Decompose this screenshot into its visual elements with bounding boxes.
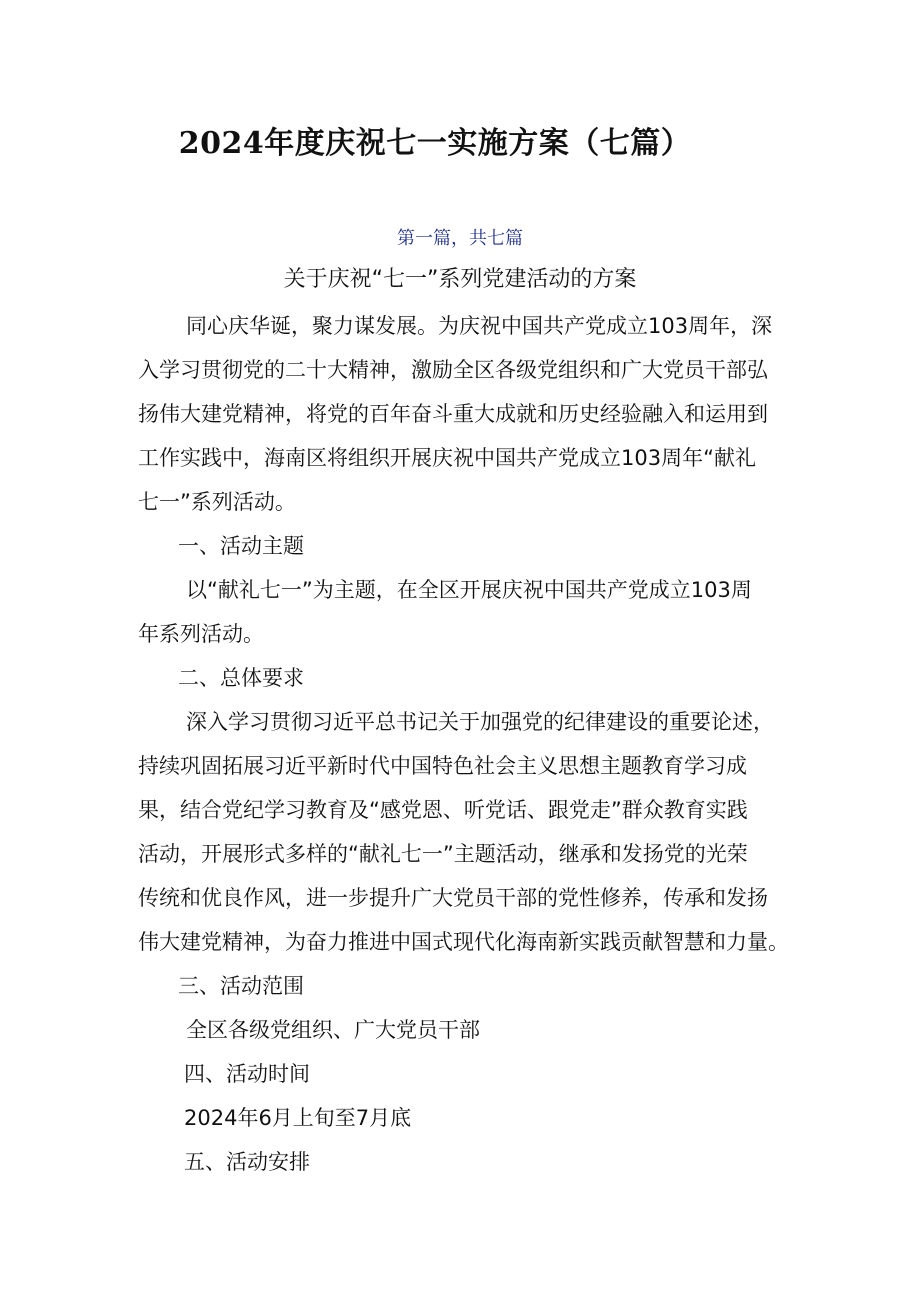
section-heading-arrangement: 五、活动安排 (184, 1150, 310, 1174)
document-title: 2024年度庆祝七一实施方案（七篇） (178, 126, 692, 161)
theme-line: 年系列活动。 (138, 622, 264, 646)
intro-line: 工作实践中，海南区将组织开展庆祝中国共产党成立103周年“献礼 (138, 446, 756, 470)
intro-line: 入学习贯彻党的二十大精神，激励全区各级党组织和广大党员干部弘 (138, 358, 768, 382)
requirements-line: 持续巩固拓展习近平新时代中国特色社会主义思想主题教育学习成 (138, 754, 747, 778)
time-text: 2024年6月上旬至7月底 (184, 1106, 412, 1130)
intro-line: 七一”系列活动。 (138, 490, 296, 514)
section-heading-theme: 一、活动主题 (178, 534, 304, 558)
section-heading-scope: 三、活动范围 (178, 974, 304, 998)
requirements-line: 伟大建党精神，为奋力推进中国式现代化海南新实践贡献智慧和力量。 (138, 930, 789, 954)
part-label: 第一篇，共七篇 (397, 228, 523, 249)
section-heading-requirements: 二、总体要求 (178, 666, 304, 690)
requirements-line: 果，结合党纪学习教育及“感党恩、听党话、跟党走”群众教育实践 (138, 798, 748, 822)
intro-line: 同心庆华诞，聚力谋发展。为庆祝中国共产党成立103周年，深 (186, 314, 773, 338)
requirements-line: 传统和优良作风，进一步提升广大党员干部的党性修养，传承和发扬 (138, 886, 768, 910)
part-title: 关于庆祝“七一”系列党建活动的方案 (283, 267, 637, 292)
requirements-line: 深入学习贯彻习近平总书记关于加强党的纪律建设的重要论述， (186, 710, 774, 734)
requirements-line: 活动，开展形式多样的“献礼七一”主题活动，继承和发扬党的光荣 (138, 842, 748, 866)
intro-line: 扬伟大建党精神，将党的百年奋斗重大成就和历史经验融入和运用到 (138, 402, 768, 426)
scope-text: 全区各级党组织、广大党员干部 (186, 1018, 480, 1042)
theme-line: 以“献礼七一”为主题，在全区开展庆祝中国共产党成立103周 (186, 578, 752, 602)
section-heading-time: 四、活动时间 (184, 1062, 310, 1086)
